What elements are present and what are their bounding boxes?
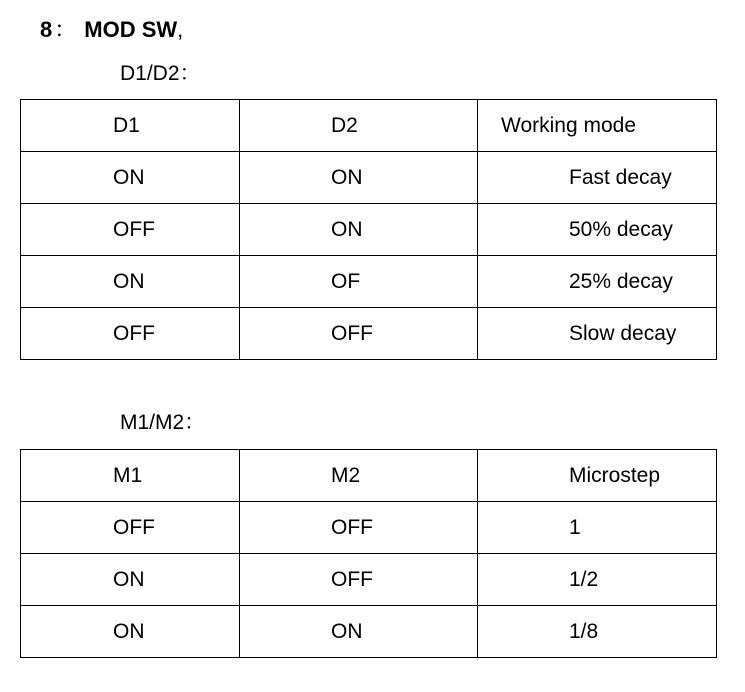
table-row — [21, 256, 717, 308]
cell-d2: ON — [240, 152, 478, 204]
cell-m1: ON — [21, 554, 240, 606]
header-microstep: Microstep — [478, 450, 717, 502]
section-number: 8 — [40, 17, 53, 42]
cell-m1: ON — [21, 606, 240, 658]
header-d1: D1 — [21, 100, 240, 152]
cell-d2: OFF — [240, 308, 478, 360]
table-header-row — [21, 450, 717, 502]
cell-microstep: 1/2 — [478, 554, 717, 606]
cell-working-mode: 50% decay — [478, 204, 717, 256]
cell-m2: ON — [240, 606, 478, 658]
table-row — [21, 204, 717, 256]
header-d2: D2 — [240, 100, 478, 152]
cell-m1: OFF — [21, 502, 240, 554]
section-title: MOD SW — [84, 17, 178, 42]
section-separator: ： — [54, 17, 77, 42]
header-m1: M1 — [21, 450, 240, 502]
decay-mode-table — [20, 99, 717, 360]
header-m2: M2 — [240, 450, 478, 502]
section-title-trailing: , — [177, 17, 184, 42]
microstep-subheading: M1/M2： — [120, 411, 206, 434]
cell-d1: ON — [21, 256, 240, 308]
cell-working-mode: Slow decay — [478, 308, 717, 360]
cell-m2: OFF — [240, 554, 478, 606]
decay-subheading: D1/D2： — [120, 62, 201, 85]
header-working-mode: Working mode — [478, 100, 717, 152]
table-row — [21, 554, 717, 606]
table-row — [21, 502, 717, 554]
table-row — [21, 606, 717, 658]
cell-m2: OFF — [240, 502, 478, 554]
table-row — [21, 308, 717, 360]
cell-working-mode: 25% decay — [478, 256, 717, 308]
table-header-row — [21, 100, 717, 152]
cell-working-mode: Fast decay — [478, 152, 717, 204]
section-heading — [40, 16, 183, 44]
cell-d2: ON — [240, 204, 478, 256]
microstep-table — [20, 449, 717, 658]
cell-d1: OFF — [21, 308, 240, 360]
cell-microstep: 1 — [478, 502, 717, 554]
cell-microstep: 1/8 — [478, 606, 717, 658]
cell-d1: ON — [21, 152, 240, 204]
cell-d2: OF — [240, 256, 478, 308]
table-row — [21, 152, 717, 204]
cell-d1: OFF — [21, 204, 240, 256]
